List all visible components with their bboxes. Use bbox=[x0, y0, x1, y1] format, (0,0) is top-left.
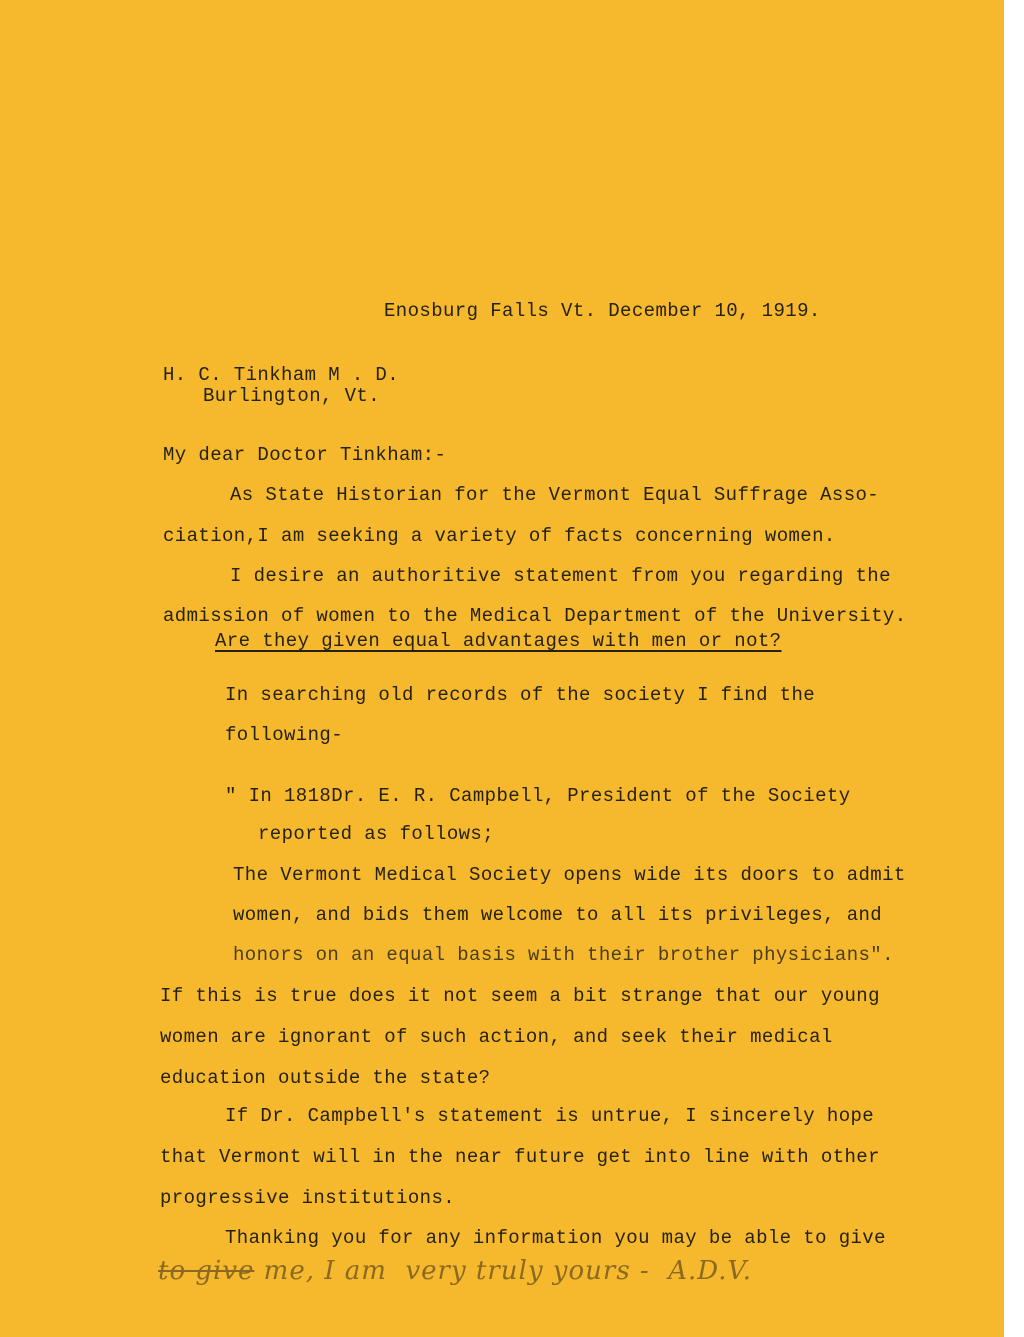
body-line: ciation,I am seeking a variety of facts concerning women. bbox=[163, 525, 836, 547]
struck-words: to give bbox=[158, 1256, 255, 1286]
body-line: education outside the state? bbox=[160, 1067, 491, 1089]
addressee-name: H. C. Tinkham M . D. bbox=[163, 364, 400, 386]
body-line: following- bbox=[225, 724, 344, 746]
body-line: In searching old records of the society I find the bbox=[225, 684, 816, 706]
body-line: Thanking you for any information you may be able to give bbox=[225, 1227, 886, 1249]
quote-line: The Vermont Medical Society opens wide its doors to admit bbox=[233, 864, 906, 886]
handwritten-signoff: me, I am very truly yours - A.D.V. bbox=[254, 1256, 752, 1286]
quote-line: honors on an equal basis with their brother physicians". bbox=[233, 944, 894, 966]
body-line: I desire an authoritive statement from you regarding the bbox=[230, 565, 891, 587]
body-line: admission of women to the Medical Department of the University. bbox=[163, 605, 907, 627]
body-line: If this is true does it not seem a bit strange that our young bbox=[160, 985, 880, 1007]
quote-line: " In 1818Dr. E. R. Campbell, President of the Society bbox=[225, 785, 851, 807]
dateline: Enosburg Falls Vt. December 10, 1919. bbox=[384, 300, 821, 322]
quote-line: reported as follows; bbox=[258, 823, 495, 845]
addressee-city: Burlington, Vt. bbox=[203, 385, 381, 407]
scan-margin bbox=[1004, 0, 1024, 1337]
underlined-question: Are they given equal advantages with men or not? bbox=[215, 630, 782, 652]
body-line: If Dr. Campbell's statement is untrue, I sincerely hope bbox=[225, 1105, 875, 1127]
handwritten-closing bbox=[158, 1256, 752, 1286]
body-line: progressive institutions. bbox=[160, 1187, 456, 1209]
salutation: My dear Doctor Tinkham:- bbox=[163, 444, 447, 466]
body-line: As State Historian for the Vermont Equal Suffrage Asso- bbox=[230, 484, 880, 506]
body-line: women are ignorant of such action, and seek their medical bbox=[160, 1026, 833, 1048]
quote-line: women, and bids them welcome to all its privileges, and bbox=[233, 904, 883, 926]
body-line: that Vermont will in the near future get into line with other bbox=[160, 1146, 880, 1168]
